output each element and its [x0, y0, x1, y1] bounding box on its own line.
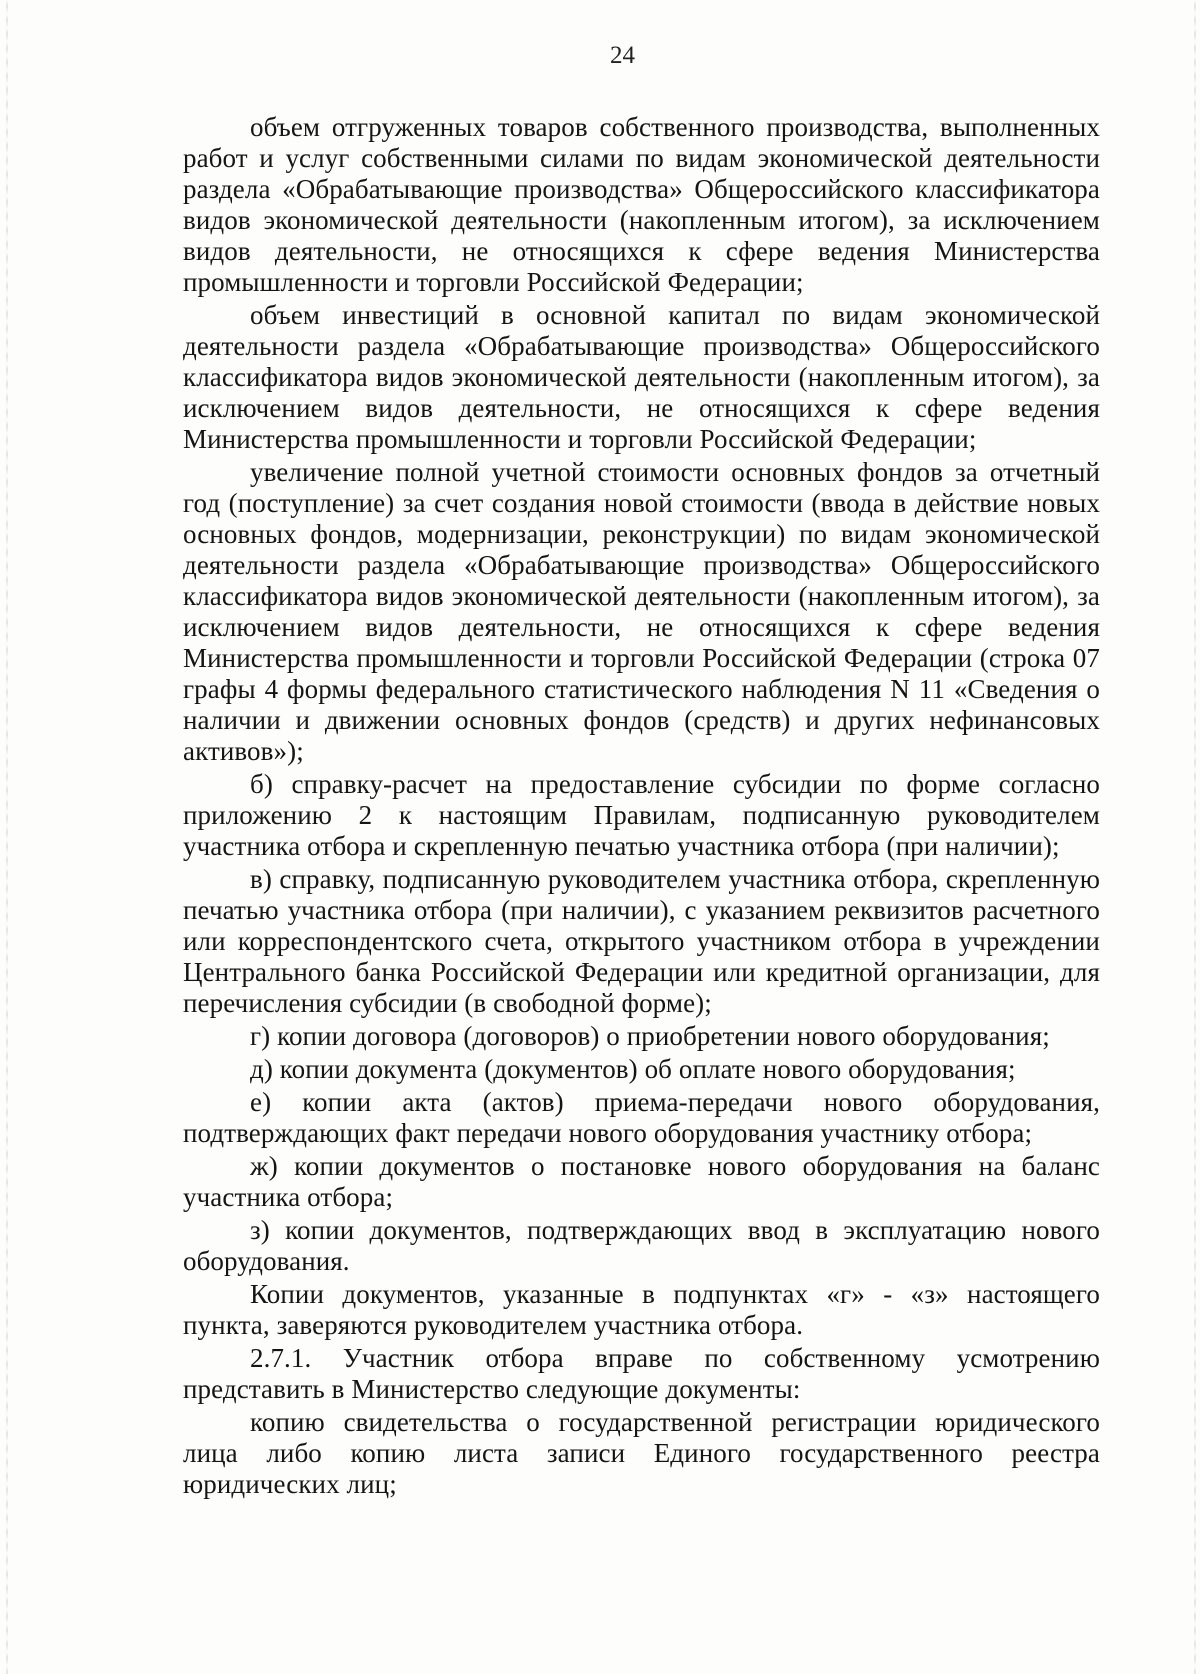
page-number: 24	[610, 42, 635, 69]
paragraph-2-7-1: 2.7.1. Участник отбора вправе по собственному усмотрению представить в Министерство следующие документы:	[183, 1343, 1100, 1404]
paragraph-item-b: б) справку-расчет на предоставление субсидии по форме согласно приложению 2 к настоящим Правилам, подписанную руководителем участника отбора и скрепленную печатью участника отбора (при наличии);	[183, 769, 1100, 861]
paragraph-copies-certified: Копии документов, указанные в подпунктах «г» - «з» настоящего пункта, заверяются руководителем участника отбора.	[183, 1279, 1100, 1340]
paragraph-registration-certificate: копию свидетельства о государственной регистрации юридического лица либо копию листа записи Единого государственного реестра юридических лиц;	[183, 1407, 1100, 1499]
paragraph-item-zh: ж) копии документов о постановке нового оборудования на баланс участника отбора;	[183, 1151, 1100, 1212]
paragraph-item-z: з) копии документов, подтверждающих ввод в эксплуатацию нового оборудования.	[183, 1215, 1100, 1276]
paragraph-fixed-assets: увеличение полной учетной стоимости основных фондов за отчетный год (поступление) за счет создания новой стоимости (ввода в действие новых основных фондов, модернизации, реконструкции) по видам экономической деятельности раздела «Обрабатывающие производства» Общероссийского классификатора видов экономической деятельности (накопленным итогом), за исключением видов деятельности, не относящихся к сфере ведения Министерства промышленности и торговли Российской Федерации (строка 07 графы 4 формы федерального статистического наблюдения N 11 «Сведения о наличии и движении основных фондов (средств) и других нефинансовых активов»);	[183, 457, 1100, 766]
paragraph-investments: объем инвестиций в основной капитал по видам экономической деятельности раздела «Обрабатывающие производства» Общероссийского классификатора видов экономической деятельности (накопленным итогом), за исключением видов деятельности, не относящихся к сфере ведения Министерства промышленности и торговли Российской Федерации;	[183, 300, 1100, 454]
scan-edge-right	[1194, 0, 1196, 1674]
paragraph-item-v: в) справку, подписанную руководителем участника отбора, скрепленную печатью участника отбора (при наличии), с указанием реквизитов расчетного или корреспондентского счета, открытого участником отбора в учреждении Центрального банка Российской Федерации или кредитной организации, для перечисления субсидии (в свободной форме);	[183, 864, 1100, 1018]
paragraph-item-g: г) копии договора (договоров) о приобретении нового оборудования;	[250, 1021, 1050, 1051]
paragraph-item-e: е) копии акта (актов) приема-передачи нового оборудования, подтверждающих факт передачи нового оборудования участнику отбора;	[183, 1087, 1100, 1148]
paragraph-item-d: д) копии документа (документов) об оплате нового оборудования;	[250, 1054, 1016, 1084]
paragraph-shipped-goods: объем отгруженных товаров собственного производства, выполненных работ и услуг собственными силами по видам экономической деятельности раздела «Обрабатывающие производства» Общероссийского классификатора видов экономической деятельности (накопленным итогом), за исключением видов деятельности, не относящихся к сфере ведения Министерства промышленности и торговли Российской Федерации;	[183, 112, 1100, 297]
scan-edge-left	[6, 0, 8, 1674]
document-body	[183, 112, 1100, 1500]
